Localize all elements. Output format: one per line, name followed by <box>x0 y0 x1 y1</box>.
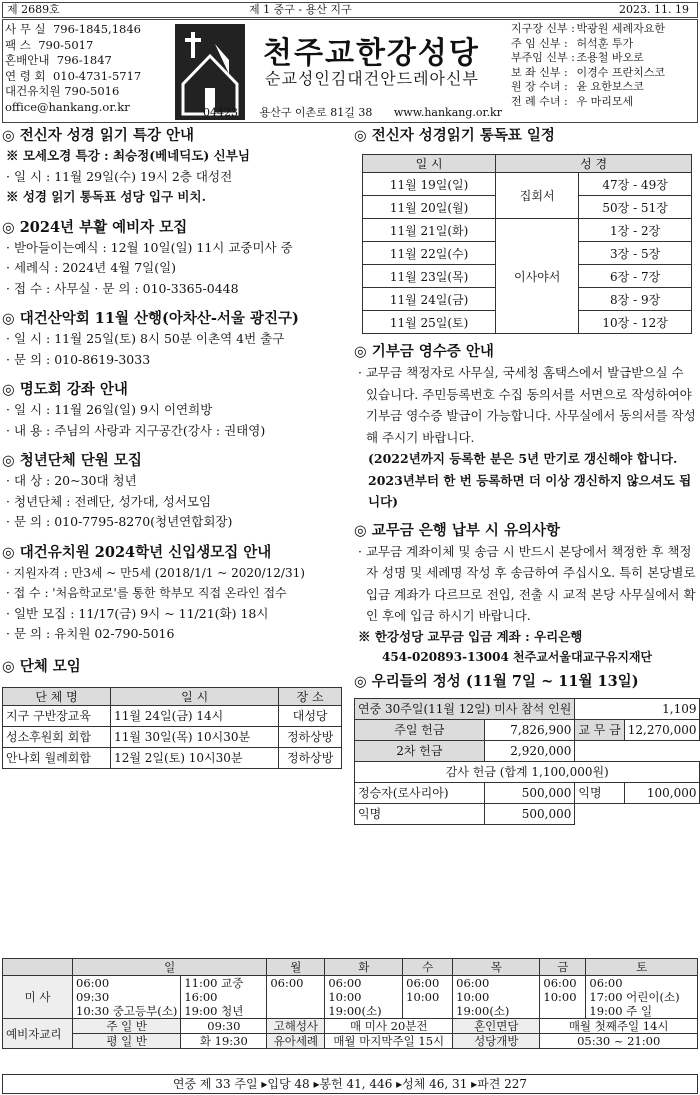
table-row: 예비자교리 주 일 반 09:30 고해성사 매 미사 20분전 혼인면담 매월 첫째주일 14시 <box>3 1019 698 1034</box>
table-row: 11월 22일(수) 3장 - 5장 <box>363 242 692 265</box>
section-title: ◎ 대건유치원 2024학년 신입생모집 안내 <box>2 543 272 561</box>
notice-paragraph: · 교무금 책정자로 사무실, 국세청 홈택스에서 발급받으실 수 있습니다. 주민등록번호 수집 동의서를 서면으로 작성하여야 기부금 영수증 발급이 가능합니다. 사무실에서 동의서를 작성해 주시기 바랍니다. <box>358 365 696 445</box>
contact-wedding: 혼배안내 796-1847 <box>5 53 112 67</box>
zip-code: 04423 <box>203 106 238 119</box>
notice-line: ※ 성경 읽기 통독표 성당 입구 비치. <box>6 189 206 204</box>
right-column <box>354 124 698 825</box>
bible-plan-table <box>362 154 692 334</box>
table-row: 연중 30주일(11월 12일) 미사 참석 인원 1,109 <box>355 698 700 719</box>
staff-list <box>511 22 697 110</box>
website-link[interactable]: www.hankang.or.kr <box>393 106 502 119</box>
offering-table <box>354 698 700 825</box>
table-row: 2차 헌금 2,920,000 <box>355 740 700 761</box>
table-header: 장 소 <box>279 687 342 705</box>
notice-line: · 일 시 : 11월 26일(일) 9시 이연희방 <box>6 402 213 417</box>
table-row: 11월 21일(화) 이사야서 1장 - 2장 <box>363 219 692 242</box>
account-number: 454-020893-13004 천주교서울대교구유지재단 <box>382 650 653 664</box>
issue-date: 2023. 11. 19 <box>619 3 689 16</box>
table-row: 감사 헌금 (합계 1,100,000원) <box>355 761 700 782</box>
section-title: ◎ 우리들의 정성 (11월 7일 ~ 11월 13일) <box>354 672 639 690</box>
table-header: 단 체 명 <box>3 687 111 705</box>
groups-table <box>2 687 342 769</box>
liturgy-footer: 연중 제 33 주일 ▸입당 48 ▸봉헌 41, 446 ▸성체 46, 31 ▸파견 227 <box>2 1074 698 1094</box>
street-address: 용산구 이촌로 81길 38 <box>259 106 373 119</box>
section-title: ◎ 명도회 강좌 안내 <box>2 381 128 398</box>
table-row: 평 일 반 화 19:30 유아세례 매월 마지막주일 15시 성당개방 05:30 ~ 21:00 <box>3 1034 698 1049</box>
section-title: ◎ 기부금 영수증 안내 <box>354 343 494 360</box>
notice-line: · 일 시 : 11월 25일(토) 8시 50분 이촌역 4번 출구 <box>6 331 285 346</box>
table-header: 일 시 <box>363 155 496 173</box>
staff-item: 원 장 수녀 : 윤 요한보스코 <box>511 80 644 94</box>
section-title: ◎ 청년단체 단원 모집 <box>2 452 142 469</box>
table-row: 미 사 06:00 09:30 10:30 중고등부(소) 11:00 교중 16:00 19:00 청년 06:00 06:00 10:00 19:00(소) 06:00 10:00 06:00 10:00 19:00(소) 06:00 10:00 06:00 17:00 어린이(소) 19:00 주 일 <box>3 976 698 1019</box>
table-row: 11월 24일(금) 8장 - 9장 <box>363 288 692 311</box>
notice-line: · 내 용 : 주님의 사랑과 지구공간(강사 : 권태영) <box>6 422 266 438</box>
notice-paragraph: (2022년까지 등록한 분은 5년 만기로 갱신해야 합니다. 2023년부터 한 번 등록하면 더 이상 갱신하지 않으셔도 됩니다) <box>368 451 692 509</box>
section-title: ◎ 전신자 성경읽기 통독표 일정 <box>354 127 555 144</box>
table-row: 정승자(로사리아) 500,000 익명 100,000 <box>355 782 700 803</box>
staff-item: 주 임 신부 : 허석훈 투가 <box>511 36 634 50</box>
notice-line: · 받아들이는예식 : 12월 10일(일) 11시 교중미사 중 <box>6 239 293 255</box>
district-label: 제 1 중구 - 용산 지구 <box>249 3 352 16</box>
notice-line: · 세례식 : 2024년 4월 7일(일) <box>6 260 177 275</box>
table-row: 익명 500,000 <box>355 803 700 824</box>
contact-list <box>5 22 171 115</box>
table-row: 성소후원회 회합 11월 30일(목) 10시30분 정하상방 <box>3 726 342 747</box>
mass-schedule <box>2 958 698 1049</box>
notice-line: ※ 모세오경 특강 : 최승정(베네딕도) 신부님 <box>6 148 250 163</box>
notice-line: · 문 의 : 010-8619-3033 <box>6 351 151 367</box>
table-row: 11월 19일(일) 집회서 47장 - 49장 <box>363 173 692 196</box>
contact-email[interactable]: office@hankang.or.kr <box>5 99 130 114</box>
notice-line: ※ 한강성당 교무금 입금 계좌 : 우리은행 <box>358 628 583 644</box>
notice-line: · 접 수 : '처음학교로'를 통한 학부모 직접 온라인 접수 <box>6 586 287 600</box>
left-column <box>2 124 348 769</box>
masthead <box>2 19 698 123</box>
staff-item: 지구장 신부 : 박광원 세례자요한 <box>511 22 666 35</box>
contact-elderly: 연 령 회 010-4731-5717 <box>5 68 142 83</box>
table-row: 주일 헌금 7,826,900 교 무 금 12,270,000 <box>355 719 700 740</box>
parish-title: 천주교한강성당 <box>263 36 480 71</box>
contact-fax: 팩 스 790-5017 <box>5 37 94 52</box>
parish-subtitle: 순교성인김대건안드레아신부 <box>265 69 479 88</box>
contact-kinder: 대건유치원 790-5016 <box>5 84 120 98</box>
issue-strip <box>2 2 698 18</box>
table-header: 일 시 <box>111 687 279 705</box>
notice-line: · 문 의 : 010-7795-8270(청년연합회장) <box>6 514 233 529</box>
section-title: ◎ 대건산악회 11월 산행(아차산-서울 광진구) <box>2 310 299 327</box>
notice-line: · 일반 모집 : 11/17(금) 9시 ~ 11/21(화) 18시 <box>6 605 269 621</box>
staff-item: 전 례 수녀 : 우 마리모세 <box>511 94 634 108</box>
issue-number: 제 2689호 <box>7 3 60 16</box>
table-row: 11월 20일(월) 50장 - 51장 <box>363 196 692 219</box>
section-title: ◎ 전신자 성경 읽기 특강 안내 <box>2 127 194 144</box>
notice-line: · 일 시 : 11월 29일(수) 19시 2층 대성전 <box>6 168 233 184</box>
notice-line: · 접 수 : 사무실 · 문 의 : 010-3365-0448 <box>6 280 239 296</box>
table-header: 성 경 <box>496 155 692 173</box>
notice-line: · 지원자격 : 만3세 ~ 만5세 (2018/1/1 ~ 2020/12/31) <box>6 565 305 580</box>
table-row: 안나회 월례회합 12월 2일(토) 10시30분 정하상방 <box>3 747 342 768</box>
notice-line: · 청년단체 : 전례단, 성가대, 성서모임 <box>6 493 212 509</box>
table-row: 지구 구반장교육 11월 24일(금) 14시 대성당 <box>3 705 342 726</box>
section-title: ◎ 교무금 은행 납부 시 유의사항 <box>354 521 560 539</box>
table-row: 11월 25일(토) 10장 - 12장 <box>363 311 692 334</box>
section-title: ◎ 2024년 부활 예비자 모집 <box>2 218 188 236</box>
notice-paragraph: · 교무금 계좌이체 및 송금 시 반드시 본당에서 책정한 후 책정자 성명 및 세례명 작성 후 송금하여 주십시오. 특히 본당별로 입금 계좌가 다르므로 전입, 전출 시 교적 본당 사무실에서 확인 후에 입금 하시기 바랍니다. <box>358 543 696 623</box>
contact-office: 사 무 실 796-1845,1846 <box>5 22 141 36</box>
section-title: ◎ 단체 모임 <box>2 657 81 675</box>
notice-line: · 대 상 : 20~30대 청년 <box>6 473 137 488</box>
schedule-table: 일 월 화 수 목 금 토 미 사 06:00 09:30 10:30 중고등부(소) 11:00 교중 16:00 19:00 청년 06:00 06:00 10:00 19:00(소) 06:00 10:00 06:00 10:00 19:00(소) 06:00 10:00 06:00 17:00 어린이(소) 19:00 주 일 예비자교리 주 일 반 09:30 고해성사 매 미사 20분전 혼인면담 매월 첫째주일 14시 평 일 반 화 19:30 유아세례 매월 마지막주일 15시 성당개방 05:30 ~ 21:00 <box>2 958 698 1049</box>
notice-line: · 문 의 : 유치원 02-790-5016 <box>6 626 175 641</box>
table-row: 11월 23일(목) 6장 - 7장 <box>363 265 692 288</box>
staff-item: 부주임 신부 : 조용철 바오로 <box>511 51 644 65</box>
staff-item: 보 좌 신부 : 이경수 프란치스코 <box>511 65 666 79</box>
parish-address <box>203 104 520 120</box>
